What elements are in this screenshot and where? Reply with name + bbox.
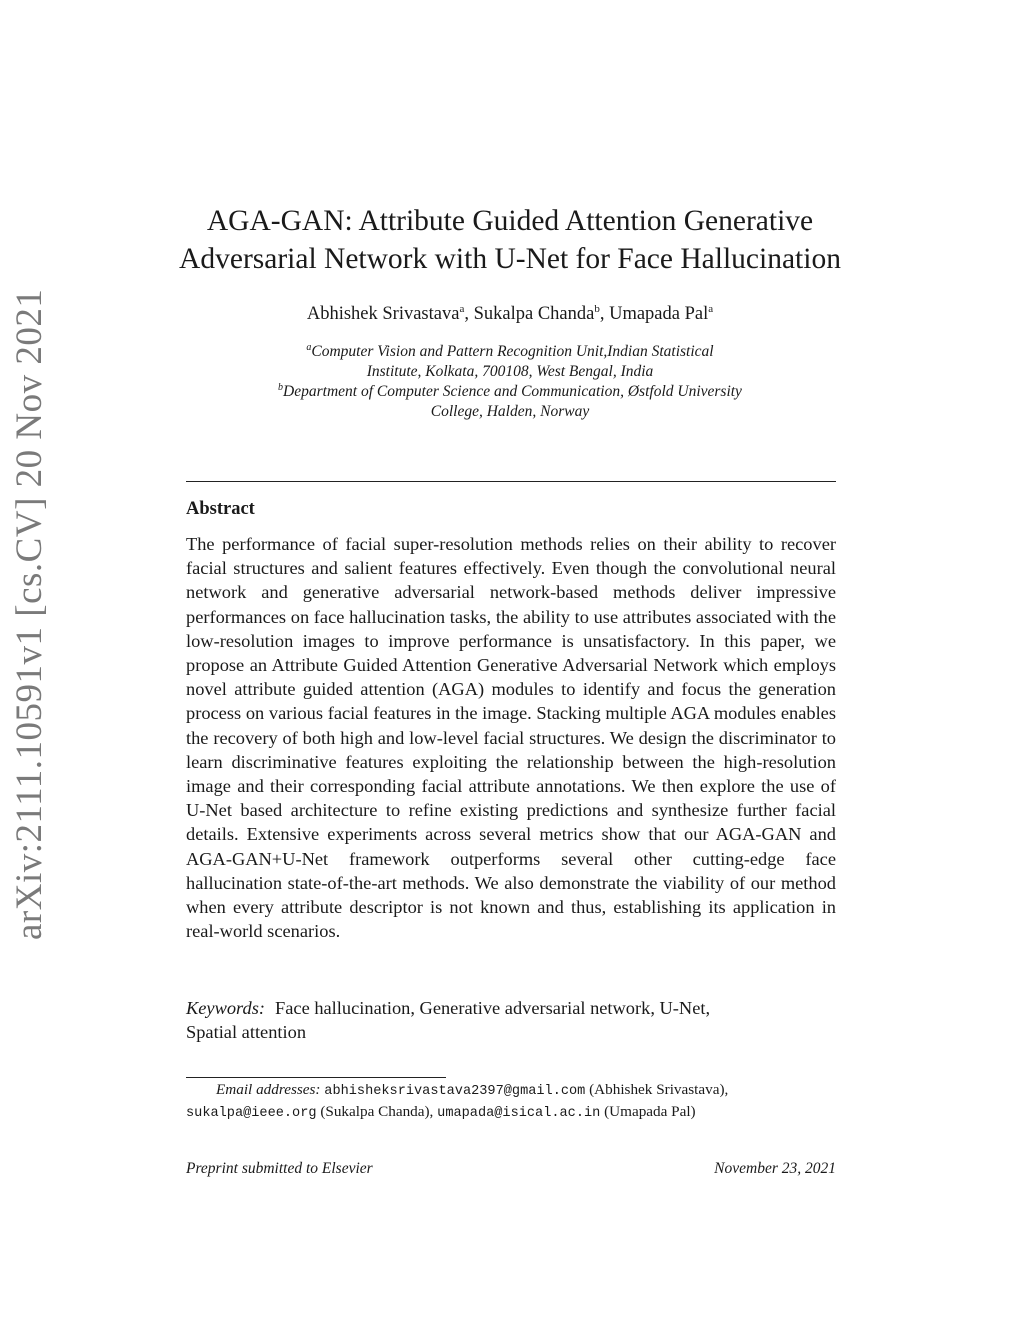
keywords-line-2: Spatial attention xyxy=(186,1022,307,1043)
paper-title xyxy=(150,202,870,278)
footnote-line-2 xyxy=(186,1102,846,1124)
arxiv-identifier-stamp: arXiv:2111.10591v1 [cs.CV] 20 Nov 2021 xyxy=(9,288,50,940)
email-link-3[interactable]: umapada@isical.ac.in xyxy=(437,1106,601,1121)
abstract-heading: Abstract xyxy=(186,499,255,519)
affiliation-a-line-1: Computer Vision and Pattern Recognition Unit,Indian Statistical xyxy=(311,343,714,360)
affiliation-b-mark: b xyxy=(278,381,284,393)
footnote-label: Email addresses: xyxy=(216,1081,321,1098)
affiliation-mark: b xyxy=(594,302,600,315)
footnote-rule xyxy=(186,1077,446,1078)
affiliation-b-line-2: College, Halden, Norway xyxy=(430,403,590,420)
affiliation-a-line-2: Institute, Kolkata, 700108, West Bengal, India xyxy=(366,363,654,380)
email-owner-3: (Umapada Pal) xyxy=(604,1103,696,1120)
title-line-2: Adversarial Network with U-Net for Face Hallucination xyxy=(179,243,841,275)
email-footnote xyxy=(186,1080,846,1124)
footnote-line-1 xyxy=(186,1080,846,1102)
affiliation-b-line-1: Department of Computer Science and Communication, Østfold University xyxy=(283,383,742,400)
affiliation-a xyxy=(150,342,870,362)
abstract-body: The performance of facial super-resolution methods relies on their ability to recover facial structures and salient features effectively. Even though the convolutional neural network and generative adversarial network-based methods deliver impressive performances on face hallucination tasks, the ability to use attributes associated with the low-resolution images to improve performance is unsatisfactory. In this paper, we propose an Attribute Guided Attention Generative Adversarial Network which employs novel attribute guided attention (AGA) modules to identify and focus the generation process on various facial features in the image. Stacking multiple AGA modules enables the recovery of both high and low-level facial structures. We design the discriminator to learn discriminative features exploiting the relationship between the high-resolution image and their corresponding facial attribute annotations. We then explore the use of U-Net based architecture to refine existing predictions and synthesize further facial details. Extensive experiments across several metrics show that our AGA-GAN and AGA-GAN+U-Net framework outperforms several other cutting-edge face hallucination state-of-the-art methods. We also demonstrate the viability of our method when every attribute descriptor is not known and thus, establishing its application in real-world scenarios. xyxy=(186,534,836,942)
preprint-date: November 23, 2021 xyxy=(714,1160,836,1177)
keywords-line-1 xyxy=(186,996,836,1020)
author-name: Abhishek Srivastava xyxy=(306,304,460,324)
affiliation-b xyxy=(150,382,870,402)
affiliations xyxy=(150,342,870,422)
affiliation-mark: a xyxy=(708,302,714,315)
email-link-1[interactable]: abhisheksrivastava2397@gmail.com xyxy=(324,1084,586,1099)
keywords-list: Face hallucination, Generative adversarial network, U-Net, xyxy=(275,998,711,1018)
preprint-note: Preprint submitted to Elsevier xyxy=(186,1160,373,1177)
author-list xyxy=(150,302,870,326)
keywords-label: Keywords: xyxy=(186,998,266,1018)
author-separator: , xyxy=(464,304,474,324)
keywords xyxy=(186,996,836,1044)
affiliation-a-mark: a xyxy=(306,341,312,353)
email-owner-2: (Sukalpa Chanda), xyxy=(320,1103,434,1120)
email-owner-1: (Abhishek Srivastava), xyxy=(589,1081,729,1098)
author-separator: , xyxy=(599,304,610,324)
email-link-2[interactable]: sukalpa@ieee.org xyxy=(186,1106,317,1121)
abstract-top-rule xyxy=(186,481,836,482)
affiliation-mark: a xyxy=(459,302,465,315)
author-name: Umapada Pal xyxy=(609,304,709,324)
author-name: Sukalpa Chanda xyxy=(473,304,595,324)
title-line-1: AGA-GAN: Attribute Guided Attention Generative xyxy=(206,205,814,237)
